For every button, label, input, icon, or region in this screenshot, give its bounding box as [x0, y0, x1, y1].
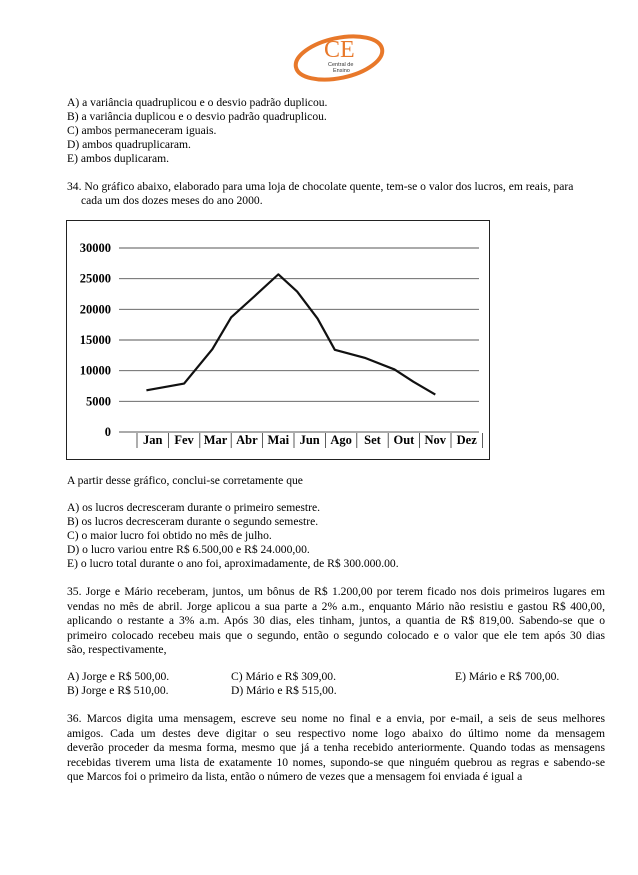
q35-option-e: E) Mário e R$ 700,00.	[455, 670, 560, 683]
x-tick-label: Jan	[142, 433, 163, 447]
q34-stem-line-1: 34. No gráfico abaixo, elaborado para uma loja de chocolate quente, tem-se o valor dos lucros, em reais, para	[67, 180, 574, 193]
x-tick-label: Jun	[299, 433, 320, 447]
q36-line-2: amigos. Cada um destes deve digitar o seu respectivo nome logo abaixo do último nome da mensagem	[67, 726, 605, 740]
q35-line-2: vendas no mês de abril. Jorge aplicou a sua parte a 2% a.m., enquanto Mário não resistiu e gastou R$ 400,00,	[67, 599, 605, 613]
y-tick-label: 20000	[79, 302, 111, 317]
q33-option-e: E) ambos duplicaram.	[67, 152, 170, 165]
q35-line-1: 35. Jorge e Mário receberam, juntos, um bônus de R$ 1.200,00 por terem ficado nos dois primeiros lugares em	[67, 585, 605, 598]
x-tick-label: Mai	[267, 433, 290, 447]
y-tick-label: 15000	[79, 333, 111, 347]
y-tick-label: 25000	[79, 271, 111, 286]
q36-line-3: deverão proceder da mesma forma, mesmo que já a tenha recebido anteriormente. Quando todas as mensagens	[67, 741, 605, 754]
x-tick-label: Out	[393, 433, 415, 447]
x-tick-label: Ago	[330, 433, 352, 447]
q36-statement	[67, 712, 605, 785]
logo-sub-text-2: Ensino	[333, 68, 350, 74]
chart-svg	[67, 221, 491, 461]
q34-stem-line-2: cada um dos dozes meses do ano 2000.	[81, 194, 263, 207]
x-tick-label: Fev	[174, 433, 194, 447]
profit-series-line	[146, 274, 435, 394]
q35-line-4: primeiro colocado recebeu mais que o segundo, então o segundo colocado e o valor que ele tem após 30 dias	[67, 628, 605, 642]
q33-option-a: A) a variância quadruplicou e o desvio padrão duplicou.	[67, 96, 328, 109]
q35-line-3: aplicando o restante a 3% a.m. Após 30 dias, eles tinham, juntos, a quantia de R$ 819,00. Sabendo-se que o	[67, 614, 605, 627]
q36-line-1: 36. Marcos digita uma mensagem, escreve seu nome no final e a envia, por e-mail, a seis de seus melhores	[67, 712, 605, 725]
logo-graphic	[292, 30, 394, 86]
q34-option-a: A) os lucros decresceram durante o primeiro semestre.	[67, 501, 321, 514]
q33-option-d: D) ambos quadruplicaram.	[67, 138, 191, 151]
x-tick-label: Abr	[236, 433, 258, 447]
x-tick-label: Nov	[424, 433, 447, 447]
x-tick-label: Dez	[456, 433, 477, 447]
q34-option-d: D) o lucro variou entre R$ 6.500,00 e R$ 24.000,00.	[67, 543, 310, 556]
q35-option-d: D) Mário e R$ 515,00.	[231, 684, 337, 697]
q35-statement	[67, 585, 605, 658]
logo-sub-text-1: Central de	[328, 62, 354, 68]
y-tick-label: 5000	[86, 394, 111, 409]
q35-line-5: são, respectivamente,	[67, 643, 167, 656]
q34-option-e: E) o lucro total durante o ano foi, aproximadamente, de R$ 300.000.00.	[67, 557, 399, 570]
q33-option-b: B) a variância duplicou e o desvio padrão quadruplicou.	[67, 110, 327, 123]
q35-option-a: A) Jorge e R$ 500,00.	[67, 670, 170, 683]
q35-option-b: B) Jorge e R$ 510,00.	[67, 684, 169, 697]
profit-line-chart	[66, 220, 490, 460]
x-tick-label: Set	[364, 433, 381, 447]
y-tick-label: 0	[104, 425, 111, 439]
q34-intro: A partir desse gráfico, conclui-se corretamente que	[67, 474, 303, 487]
q34-option-c: C) o maior lucro foi obtido no mês de julho.	[67, 529, 272, 542]
q35-option-c: C) Mário e R$ 309,00.	[231, 670, 336, 683]
logo-main-text: CE	[324, 37, 355, 63]
q33-option-c: C) ambos permaneceram iguais.	[67, 124, 217, 137]
q36-line-4: recebidas tiverem uma lista de exatamente 10 nomes, supondo-se que ninguém quebrou as regras e sabendo-se	[67, 755, 605, 769]
y-tick-label: 30000	[79, 241, 111, 255]
q34-option-b: B) os lucros decresceram durante o segundo semestre.	[67, 515, 319, 528]
x-tick-label: Mar	[203, 433, 228, 447]
q36-line-5: que Marcos foi o primeiro da lista, então o número de vezes que a mensagem foi enviada é igual a	[67, 770, 523, 783]
central-de-ensino-logo	[292, 30, 394, 86]
y-tick-label: 10000	[79, 363, 111, 378]
